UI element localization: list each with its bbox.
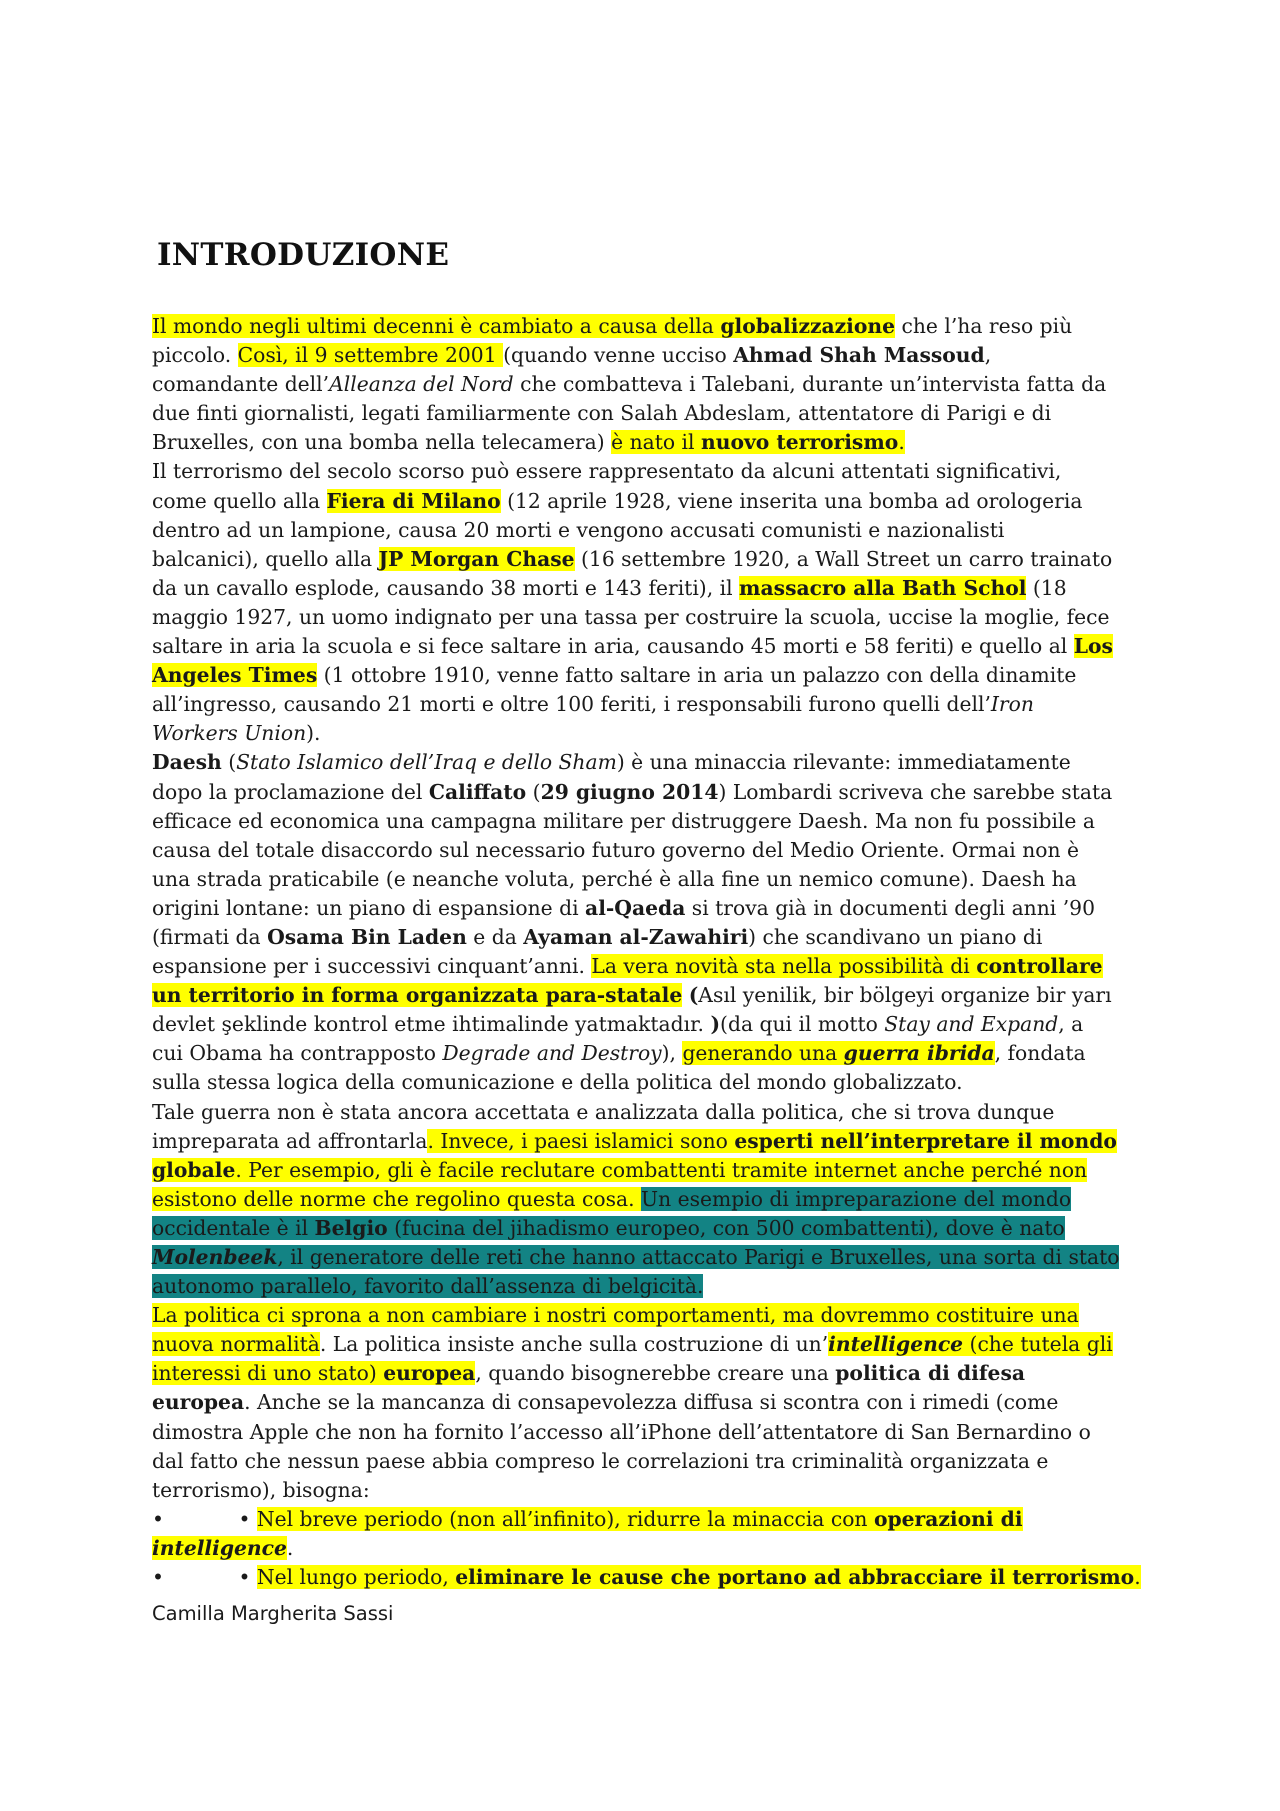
teal-highlighted-text: occidentale è il xyxy=(152,1215,315,1240)
text-line xyxy=(152,1272,1142,1301)
text-run: dal fatto che nessun paese abbia compreso le correlazioni tra criminalità organizzata e xyxy=(152,1448,1049,1473)
text-run: che l’ha reso più xyxy=(895,314,1073,338)
highlighted-text: un territorio in forma organizzata para-statale xyxy=(152,983,683,1008)
text-run: (12 aprile 1928, viene inserita una bomba ad orologeria xyxy=(500,488,1083,513)
text-run: ( xyxy=(526,779,541,804)
text-line xyxy=(152,1359,1142,1388)
text-run: efficace ed economica una campagna militare per distruggere Daesh. Ma non fu possibile a xyxy=(152,808,1095,833)
bullet-marker: • xyxy=(152,1506,164,1531)
teal-highlighted-text: Belgio xyxy=(314,1215,388,1240)
highlighted-text: globalizzazione xyxy=(720,314,896,338)
text-run: Alleanza del Nord xyxy=(329,372,514,397)
text-line xyxy=(152,661,1142,690)
highlighted-text: . Per esempio, gli è facile reclutare combattenti tramite internet anche perché non xyxy=(235,1157,1088,1182)
text-run: (18 xyxy=(1026,575,1067,600)
text-run: ) xyxy=(710,1012,721,1037)
text-line xyxy=(152,1010,1142,1039)
text-run: origini lontane: un piano di espansione di xyxy=(152,895,586,920)
text-run: Daesh xyxy=(152,750,222,775)
text-run: ) che scandivano un piano di xyxy=(748,924,1043,949)
text-run: causa del totale disaccordo sul necessario futuro governo del Medio Oriente. Ormai non è xyxy=(152,837,1080,862)
highlighted-text: intelligence xyxy=(152,1535,287,1560)
text-line xyxy=(152,457,1142,486)
text-line xyxy=(152,574,1142,603)
text-line xyxy=(152,981,1142,1010)
text-line xyxy=(152,865,1142,894)
text-line xyxy=(152,1388,1142,1417)
text-run: dentro ad un lampione, causa 20 morti e vengono accusati comunisti e nazionalisti xyxy=(152,517,1005,542)
text-line xyxy=(152,1330,1142,1359)
text-run: . Anche se la mancanza di consapevolezza diffusa si scontra con i rimedi (come xyxy=(244,1390,1059,1415)
text-run: Stato Islamico dell’Iraq e dello Sham xyxy=(236,750,617,775)
text-run: dimostra Apple che non ha fornito l’accesso all’iPhone dell’attentatore di San Bernardino o xyxy=(152,1419,1091,1444)
text-run: politica di difesa xyxy=(835,1361,1026,1386)
text-line xyxy=(152,1301,1142,1330)
text-run: e da xyxy=(466,924,524,949)
text-run: , fondata xyxy=(994,1041,1086,1066)
text-line xyxy=(152,1185,1142,1214)
text-line xyxy=(152,778,1142,807)
highlighted-text: . xyxy=(898,430,905,455)
text-line xyxy=(152,952,1142,981)
text-run: terrorismo), bisogna: xyxy=(152,1477,370,1502)
text-run: ) è una minaccia rilevante: immediatamente xyxy=(616,750,1071,775)
text-run: (quando venne ucciso xyxy=(503,343,734,368)
highlighted-text: esperti nell’interpretare il mondo xyxy=(734,1128,1117,1153)
highlighted-text: Il mondo negli ultimi decenni è cambiato a causa della xyxy=(152,314,721,338)
text-line xyxy=(152,807,1142,836)
text-run: Bruxelles, con una bomba nella telecamera) xyxy=(152,430,612,455)
text-line xyxy=(152,545,1142,574)
text-run: (da qui il motto xyxy=(720,1012,885,1037)
text-line xyxy=(152,487,1142,516)
highlighted-text: Nel lungo periodo, xyxy=(256,1565,456,1590)
text-run: Califfato xyxy=(428,779,527,804)
text-run: Il terrorismo del secolo scorso può essere rappresentato da alcuni attentati significativi, xyxy=(152,459,1062,484)
highlighted-text: Così, il 9 settembre 2001 xyxy=(237,343,504,368)
text-line xyxy=(152,1156,1142,1185)
text-run: • xyxy=(232,1565,257,1590)
text-run: ( xyxy=(688,983,699,1008)
text-run: balcanici), quello alla xyxy=(152,546,379,571)
highlighted-text: JP Morgan Chase xyxy=(378,546,575,571)
text-run: al-Qaeda xyxy=(585,895,686,920)
text-run: da un cavallo esplode, causando 38 morti e 143 feriti), il xyxy=(152,575,740,600)
highlighted-text: globale xyxy=(152,1157,236,1182)
text-run: (16 settembre 1920, a Wall Street un carro trainato xyxy=(574,546,1113,571)
highlighted-text: è nato il xyxy=(611,430,701,455)
text-run: Degrade and Destroy xyxy=(442,1041,662,1066)
text-run: , xyxy=(984,343,992,368)
text-run: maggio 1927, un uomo indignato per una tassa per costruire la scuola, uccise la moglie, fece xyxy=(152,604,1110,629)
text-run: ( xyxy=(221,750,237,775)
text-line xyxy=(152,1068,1142,1097)
text-run: si trova già in documenti degli anni ’90 xyxy=(685,895,1095,920)
highlighted-text: nuova normalità xyxy=(152,1332,320,1357)
text-line xyxy=(152,603,1142,632)
text-run: impreparata ad affrontarla xyxy=(152,1128,428,1153)
highlighted-text: Fiera di Milano xyxy=(326,488,501,513)
text-run: Workers Union xyxy=(152,721,307,746)
text-line xyxy=(152,312,1142,341)
text-run: , quando bisognerebbe creare una xyxy=(475,1361,836,1386)
text-run: (1 ottobre 1910, venne fatto saltare in aria un palazzo con della dinamite xyxy=(317,663,1077,688)
text-line xyxy=(152,399,1142,428)
teal-highlighted-text: Un esempio di impreparazione del mondo xyxy=(641,1186,1072,1211)
text-line xyxy=(152,690,1142,719)
highlighted-text: La vera novità sta nella possibilità di xyxy=(591,954,977,979)
text-line xyxy=(152,836,1142,865)
text-run: piccolo. xyxy=(152,343,238,368)
highlighted-text: . Invece, i paesi islamici sono xyxy=(427,1128,735,1153)
text-run: due finti giornalisti, legati familiarmente con Salah Abdeslam, attentatore di Parigi e di xyxy=(152,401,1052,426)
text-run: ) Lombardi scriveva che sarebbe stata xyxy=(718,779,1113,804)
text-line xyxy=(152,894,1142,923)
highlighted-text: intelligence xyxy=(828,1332,964,1357)
text-line xyxy=(152,1214,1142,1243)
highlighted-text: . xyxy=(1134,1565,1141,1590)
text-line xyxy=(152,1039,1142,1068)
text-line xyxy=(152,748,1142,777)
text-run: Asıl yenilik, bir bölgeyi organize bir yarı xyxy=(698,983,1112,1008)
text-run: saltare in aria la scuola e si fece saltare in aria, causando 45 morti e 58 feriti) e quello al xyxy=(152,634,1074,659)
text-run: . xyxy=(286,1535,294,1560)
highlighted-text: Los xyxy=(1073,634,1113,659)
text-run: Stay and Expand xyxy=(884,1012,1059,1037)
text-line xyxy=(152,428,1142,457)
text-run: Ayaman al-Zawahiri xyxy=(523,924,749,949)
text-run: comandante dell’ xyxy=(152,372,330,397)
highlighted-text: controllare xyxy=(976,954,1103,979)
text-line xyxy=(152,1476,1142,1505)
highlighted-text: Nel breve periodo (non all’infinito), ridurre la minaccia con xyxy=(256,1506,874,1531)
highlighted-text: (che tutela gli xyxy=(963,1332,1113,1357)
text-line xyxy=(152,632,1142,661)
author-signature: Camilla Margherita Sassi xyxy=(152,1602,394,1625)
text-line xyxy=(152,1505,1142,1534)
text-run: una strada praticabile (e neanche voluta, perché è alla fine un nemico comune). Daesh ha xyxy=(152,866,1077,891)
highlighted-text: Angeles Times xyxy=(152,663,318,688)
text-run: (firmati da xyxy=(152,924,268,949)
text-line xyxy=(152,923,1142,952)
text-line xyxy=(152,516,1142,545)
text-run: Tale guerra non è stata ancora accettata e analizzata dalla politica, che si trova dunque xyxy=(152,1099,1055,1124)
teal-highlighted-text: autonomo parallelo, favorito dall’assenza di belgicità. xyxy=(152,1274,704,1299)
text-line xyxy=(152,1534,1142,1563)
text-run: come quello alla xyxy=(152,488,327,513)
text-run: ). xyxy=(306,721,321,746)
text-run: . La politica insiste anche sulla costruzione di un’ xyxy=(319,1332,829,1357)
text-line xyxy=(152,1243,1142,1272)
text-line xyxy=(152,341,1142,370)
highlighted-text: esistono delle norme che regolino questa cosa. xyxy=(152,1186,641,1211)
text-line xyxy=(152,719,1142,748)
text-run: 29 giugno 2014 xyxy=(540,779,719,804)
text-line xyxy=(152,1447,1142,1476)
page-title: INTRODUZIONE xyxy=(157,237,450,273)
teal-highlighted-text: Molenbeek xyxy=(152,1245,278,1269)
text-line xyxy=(152,370,1142,399)
highlighted-text: interessi di uno stato) xyxy=(152,1361,384,1386)
text-run: che combatteva i Talebani, durante un’intervista fatta da xyxy=(513,372,1107,397)
highlighted-text: guerra ibrida xyxy=(843,1041,995,1066)
highlighted-text: nuovo terrorismo xyxy=(700,430,899,455)
text-run: cui Obama ha contrapposto xyxy=(152,1041,443,1066)
text-run: dopo la proclamazione del xyxy=(152,779,429,804)
highlighted-text: operazioni di xyxy=(873,1506,1023,1531)
text-run: espansione per i successivi cinquant’anni. xyxy=(152,954,592,979)
teal-highlighted-text: , il generatore delle reti che hanno attaccato Parigi e Bruxelles, una sorta di stato xyxy=(277,1245,1120,1269)
highlighted-text: massacro alla Bath Schol xyxy=(739,575,1027,600)
highlighted-text: generando una xyxy=(682,1041,844,1066)
text-line xyxy=(152,1418,1142,1447)
highlighted-text: La politica ci sprona a non cambiare i nostri comportamenti, ma dovremmo costituire una xyxy=(152,1303,1079,1328)
text-line xyxy=(152,1563,1142,1592)
text-run: all’ingresso, causando 21 morti e oltre 100 feriti, i responsabili furono quelli dell’ xyxy=(152,692,991,717)
text-run: devlet şeklinde kontrol etme ihtimalinde yatmaktadır. xyxy=(152,1012,711,1037)
text-run: Ahmad Shah Massoud xyxy=(733,343,985,368)
text-run: Iron xyxy=(990,692,1034,717)
text-run: • xyxy=(232,1506,257,1531)
text-run: ), xyxy=(661,1041,683,1066)
text-line xyxy=(152,1098,1142,1127)
text-run: Osama Bin Laden xyxy=(267,924,467,949)
text-run: sulla stessa logica della comunicazione e della politica del mondo globalizzato. xyxy=(152,1070,963,1095)
document-body xyxy=(152,312,1142,1592)
highlighted-text: eliminare le cause che portano ad abbracciare il terrorismo xyxy=(455,1565,1135,1590)
text-run: , a xyxy=(1058,1012,1084,1037)
teal-highlighted-text: (fucina del jihadismo europeo, con 500 combattenti), dove è nato xyxy=(387,1215,1065,1240)
highlighted-text: europea xyxy=(383,1361,476,1386)
text-line xyxy=(152,1127,1142,1156)
bullet-marker: • xyxy=(152,1565,164,1590)
text-run: europea xyxy=(152,1390,245,1415)
